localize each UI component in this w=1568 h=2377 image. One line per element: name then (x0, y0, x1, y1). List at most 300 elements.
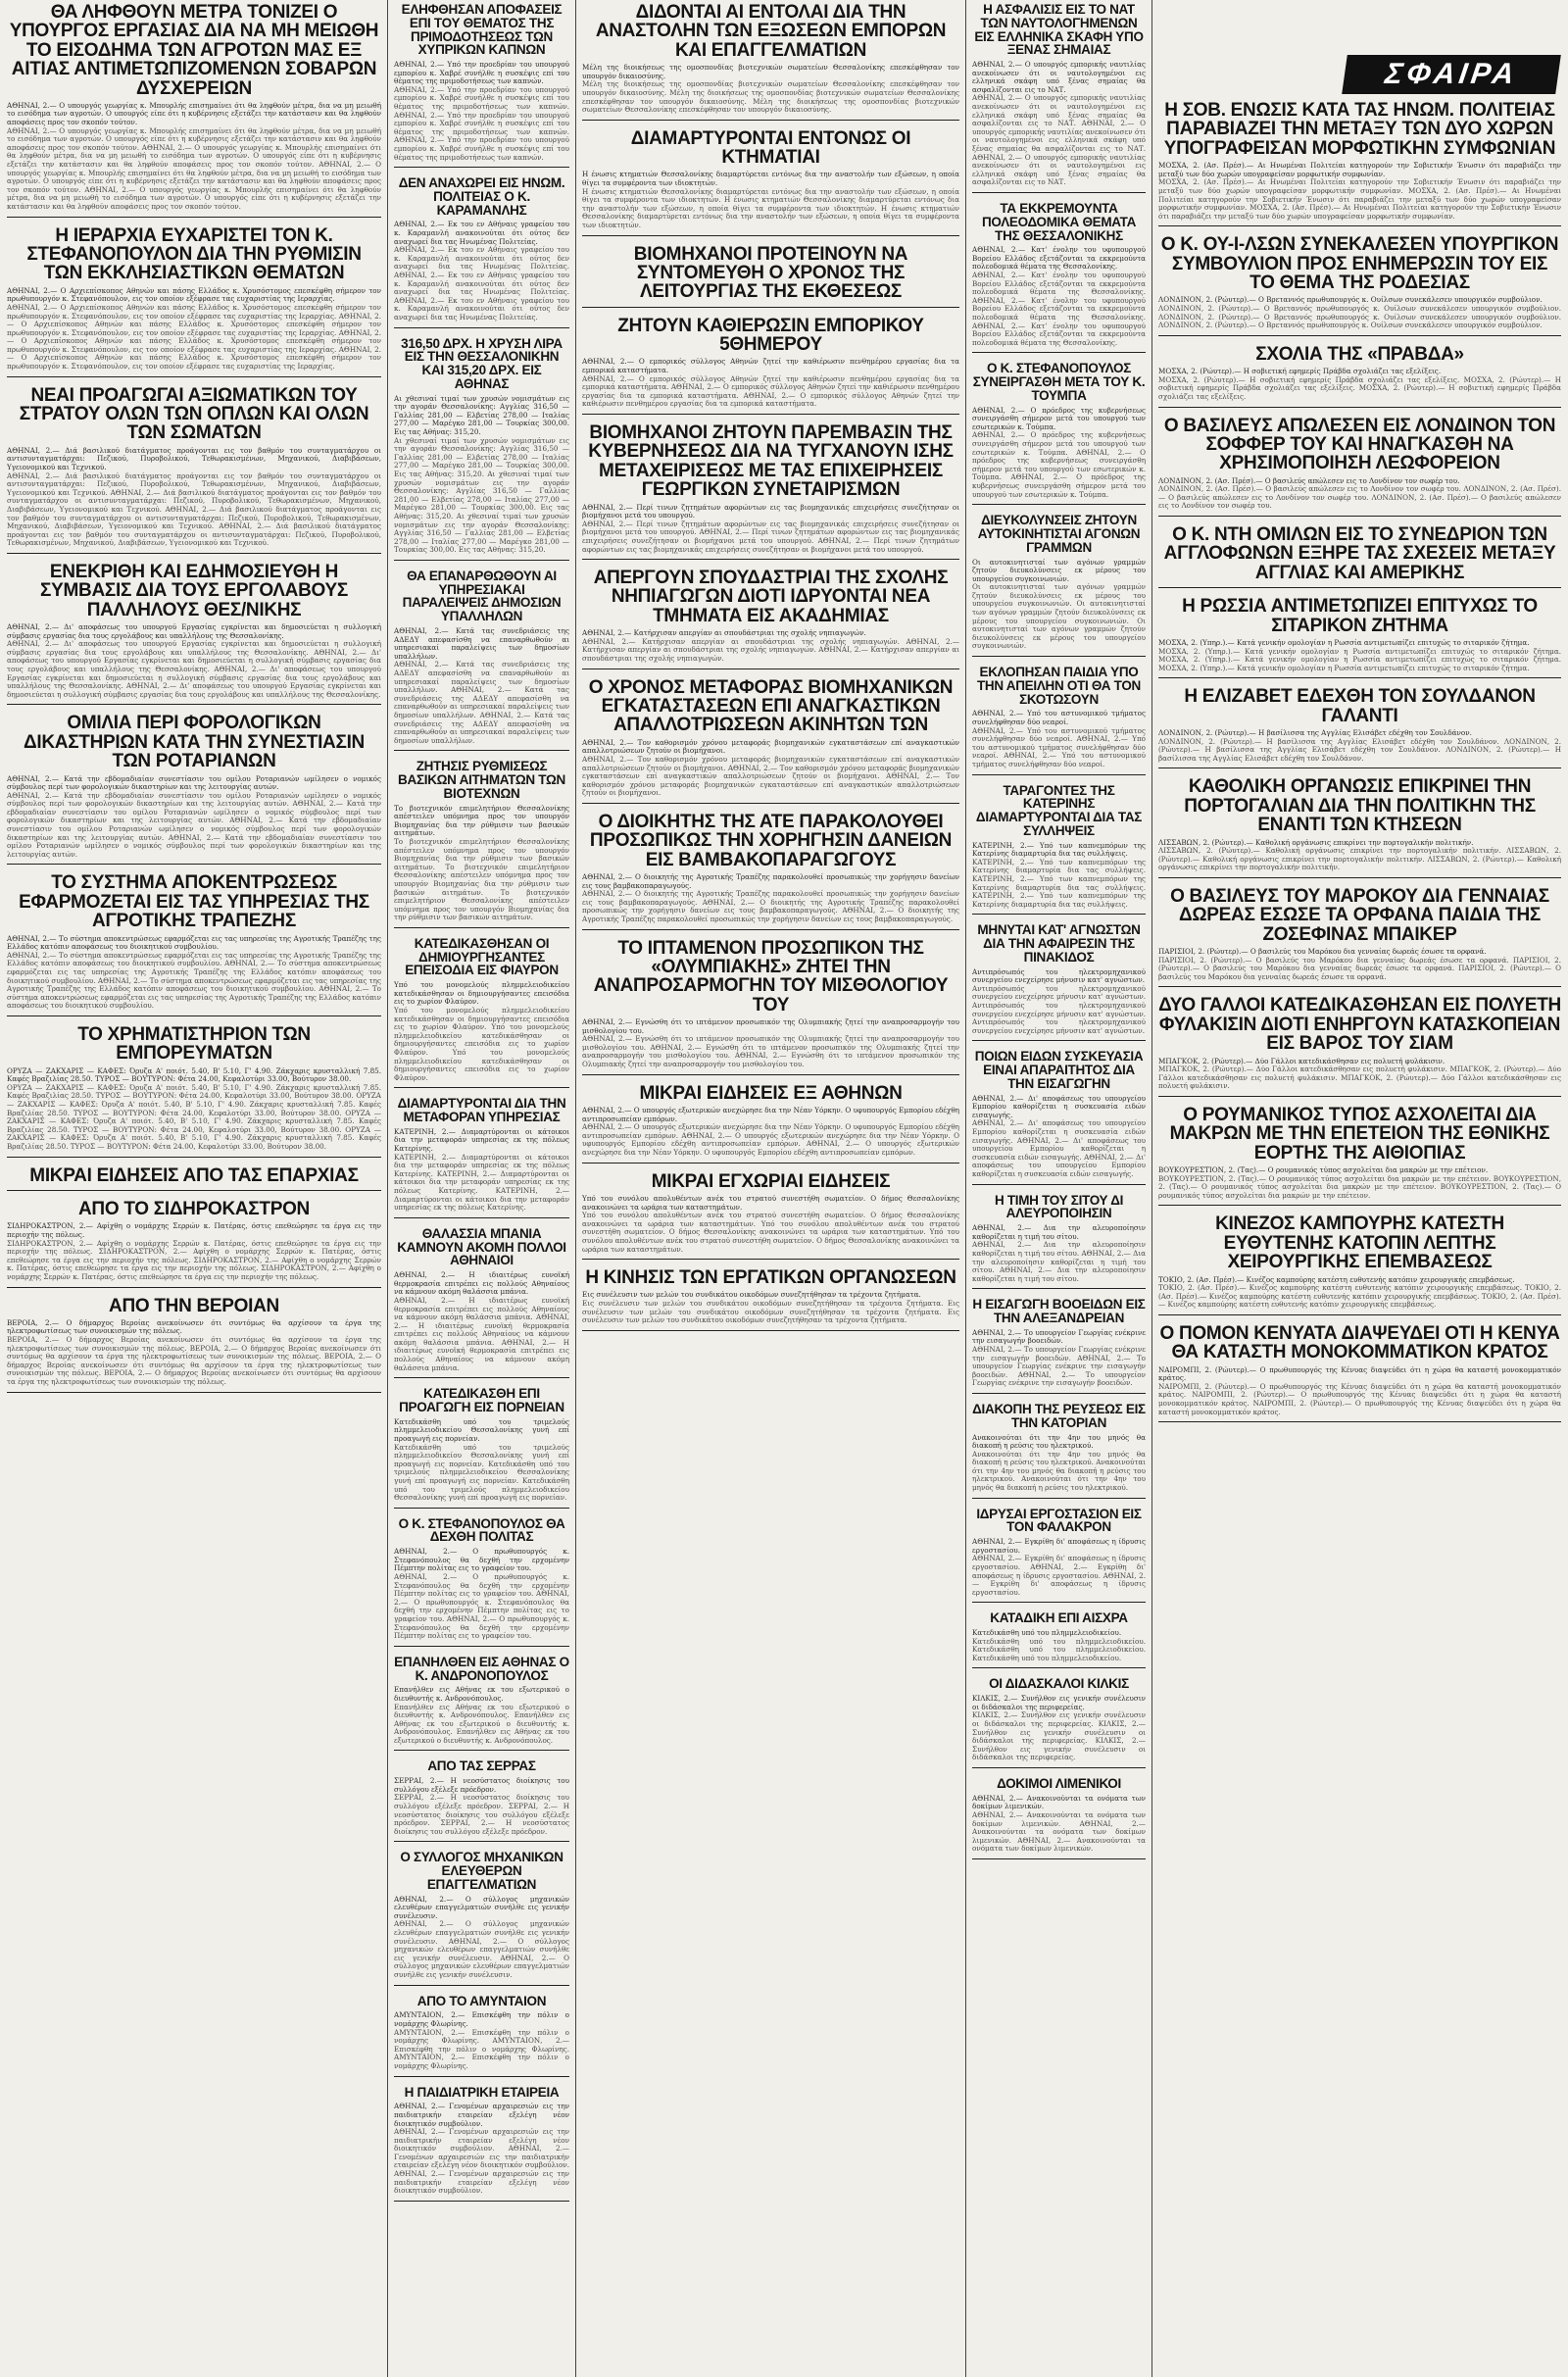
article-body: ΑΘΗΝΑΙ, 2.— Ο εμπορικός σύλλογος Αθηνών ζητεί την καθιέρωσιν πενθημέρου εργασίας δια τα εμπορικά καταστήματα. (582, 357, 959, 375)
article-headline: ΘΑΛΑΣΣΙΑ ΜΠΑΝΙΑ ΚΑΜΝΟΥΝ ΑΚΟΜΗ ΠΟΛΛΟΙ ΑΘΗΝΑΙΟΙ (397, 1225, 566, 1268)
article-headline: ΘΑ ΛΗΦΘΟΥΝ ΜΕΤΡΑ ΤΟΝΙΖΕΙ Ο ΥΠΟΥΡΓΟΣ ΕΡΓΑΣΙΑΣ ΔΙΑ ΝΑ ΜΗ ΜΕΙΩΘΗ ΤΟ ΕΙΣΟΔΗΜΑ ΤΩΝ ΑΓΡΟΤΩΝ ΜΑΣ ΕΞ ΑΙΤΙΑΣ ΑΝΤΙΜΕΤΩΠΙΖΟΜΕΝΩΝ ΣΟΒΑΡΩΝ ΔΥΣΧΕΡΕΙΩΝ (9, 2, 379, 99)
article-body: ΠΑΡΙΣΙΟΙ, 2. (Ρώυτερ).— Ο βασιλεύς του Μαρόκου δια γενναίας δωρεάς έσωσε τα ορφανά. (1158, 947, 1487, 957)
article-headline: ΜΗΝΥΤΑΙ ΚΑΤ' ΑΓΝΩΣΤΩΝ ΔΙΑ ΤΗΝ ΑΦΑΙΡΕΣΙΝ ΤΗΣ ΠΙΝΑΚΙΔΟΣ (977, 922, 1141, 965)
article-body: Υπό του συνόλου απολυθέντων ανέκ του στρατού συνεστήθη σωματείον. Ο δήμος Θεσσαλονίκης ανακοινώνει τα ωράρια των καταστημάτων. (582, 1193, 959, 1212)
article-headline: Η ΚΙΝΗΣΙΣ ΤΩΝ ΕΡΓΑΤΙΚΩΝ ΟΡΓΑΝΩΣΕΩΝ (585, 1267, 956, 1289)
article-body-continued: ΑΘΗΝΑΙ, 2.— Γενομένων αρχαιρεσιών εις την παιδιατρικήν εταιρείαν εξελέγη νέον διοικητικόν συμβούλιον. ΑΘΗΝΑΙ, 2.— Γενομένων αρχαιρεσιών εις την παιδιατρικήν εταιρείαν εξελέγη νέον διοικητικόν συμβούλιον. ΑΘΗΝΑΙ, 2.— Γενομένων αρχαιρεσιών εις την παιδιατρικήν εταιρείαν εξελέγη νέον διοικητικόν συμβούλιον. (394, 2127, 569, 2196)
article-body-continued: ΑΘΗΝΑΙ, 2.— Κατ' ένολην του υφυπουργού Βορείου Ελλάδος εξετάζονται τα εκκρεμούντα πολεοδομικά θέματα της Θεσσαλονίκης. ΑΘΗΝΑΙ, 2.— Κατ' ένολην του υφυπουργού Βορείου Ελλάδος εξετάζονται τα εκκρεμούντα πολεοδομικά θέματα της Θεσσαλονίκης. ΑΘΗΝΑΙ, 2.— Κατ' ένολην του υφυπουργού Βορείου Ελλάδος εξετάζονται τα εκκρεμούντα πολεοδομικά θέματα της Θεσσαλονίκης. (972, 271, 1146, 347)
article-body: ΟΡΥΖΑ — ΖΑΚΧΑΡΙΣ — ΚΑΦΕΣ: Όρυζα Α' ποιότ. 5.40, Β' 5.10, Γ' 4.90. Ζάκχαρις κρυσταλλική 7.85. Καφές Βραζιλίας 28.50. ΤΥΡΟΣ — ΒΟΥΤΥΡΟΝ: Φέτα 24.00, Κεφαλοτύρι 33.00, Βούτυρον 38.00. (7, 1065, 381, 1084)
article-body-continued: ΠΑΡΙΣΙΟΙ, 2. (Ρώυτερ).— Ο βασιλεύς του Μαρόκου δια γενναίας δωρεάς έσωσε τα ορφανά. ΠΑΡΙΣΙΟΙ, 2. (Ρώυτερ).— Ο βασιλεύς του Μαρόκου δια γενναίας δωρεάς έσωσε τα ορφανά. ΠΑΡΙΣΙΟΙ, 2. (Ρώυτερ).— Ο βασιλεύς του Μαρόκου δια γενναίας δωρεάς έσωσε τα ορφανά. (1158, 955, 1561, 981)
article-body: ΑΘΗΝΑΙ, 2.— Ο σύλλογος μηχανικών ελευθέρων επαγγελματιών συνήλθε εις γενικήν συνέλευσιν. (394, 1894, 569, 1920)
article-divider (7, 1015, 381, 1016)
article-divider (582, 1259, 959, 1260)
article-headline: Ο ΧΡΟΝΟΣ ΜΕΤΑΦΟΡΑΣ ΒΙΟΜΗΧΑΝΙΚΩΝ ΕΓΚΑΤΑΣΤΑΣΕΩΝ ΕΠΙ ΑΝΑΓΚΑΣΤΙΚΩΝ ΑΠΑΛΛΟΤΡΙΩΣΕΩΝ ΑΚΙΝΗΤΩΝ ΤΩΝ (588, 676, 954, 736)
article-divider (972, 1184, 1146, 1185)
article-divider (394, 750, 569, 751)
article-headline: ΚΑΘΟΛΙΚΗ ΟΡΓΑΝΩΣΙΣ ΕΠΙΚΡΙΝΕΙ ΤΗΝ ΠΟΡΤΟΓΑΛΙΑΝ ΔΙΑ ΤΗΝ ΠΟΛΙΤΙΚΗΝ ΤΗΣ ΕΝΑΝΤΙ ΤΩΝ ΚΤΗΣΕΩΝ (1184, 776, 1536, 836)
article-body: ΑΘΗΝΑΙ, 2.— Ο πρωθυπουργός κ. Στεφανόπουλος θα δεχθή την ερχομένην Πέμπτην πολίτας εις το γραφείον του. (394, 1547, 569, 1573)
article-body-continued: ΑΜΥΝΤΑΙΟΝ, 2.— Επισκέφθη την πόλιν ο νομάρχης Φλωρίνης. ΑΜΥΝΤΑΙΟΝ, 2.— Επισκέφθη την πόλιν ο νομάρχης Φλωρίνης. ΑΜΥΝΤΑΙΟΝ, 2.— Επισκέφθη την πόλιν ο νομάρχης Φλωρίνης. (394, 2027, 569, 2070)
article-body: ΑΘΗΝΑΙ, 2.— Εγνώσθη ότι το ιπτάμενον προσωπικόν της Ολυμπιακής ζητεί την αναπροσαρμογήν του μισθολογίου του. (582, 1017, 959, 1035)
article (394, 760, 569, 928)
article-body-continued: Υπό του μονομελούς πλημμελειοδικείου κατεδικάσθησαν οι δημιουργήσαντες επεισόδια εις το χωρίον Φλαύρον. Υπό του μονομελούς πλημμελειοδικείου κατεδικάσθησαν οι δημιουργήσαντες επεισόδια εις το χωρίον Φλαύρον. Υπό του μονομελούς πλημμελειοδικείου κατεδικάσθησαν οι δημιουργήσαντες επεισόδια εις το χωρίον Φλαύρον. (394, 1006, 569, 1082)
article-body: Αι χθεσιναί τιμαί των χρυσών νομισμάτων εις την αγοράν Θεσσαλονίκης: Αγγλίας 316,50 — Γαλλίας 281,00 — Ελβετίας 278,00 — Ιταλίας 277,00 — Μαρέγκο 281,00 — Τουρκίας 300,00. Εις τας Αθήνας: 315,20. (394, 393, 569, 437)
article-body-continued: ΑΘΗΝΑΙ, 2.— Υπό την προεδρίαν του υπουργού εμπορίου κ. Χαβρέ συνήλθε η συσκέψις επί του θέματος της πριμοδοτήσεως των καπνών. ΑΘΗΝΑΙ, 2.— Υπό την προεδρίαν του υπουργού εμπορίου κ. Χαβρέ συνήλθε η συσκέψις επί του θέματος της πριμοδοτήσεως των καπνών. ΑΘΗΝΑΙ, 2.— Υπό την προεδρίαν του υπουργού εμπορίου κ. Χαβρέ συνήλθε η συσκέψις επί του θέματος της πριμοδοτήσεως των καπνών. (394, 84, 569, 162)
article (582, 129, 959, 236)
article-divider (7, 553, 381, 554)
article-headline: Ο ΒΑΣΙΛΕΥΣ ΤΟΥ ΜΑΡΟΚΟΥ ΔΙΑ ΓΕΝΝΑΙΑΣ ΔΩΡΕΑΣ ΕΣΩΣΕ ΤΑ ΟΡΦΑΝΑ ΠΑΙΔΙΑ ΤΗΣ ΖΟΣΕΦΙΝΑΣ ΜΠΑΙΚΕΡ (1170, 885, 1549, 945)
article (1158, 777, 1561, 878)
article-body: ΑΘΗΝΑΙ, 2.— Υπό την προεδρίαν του υπουργού εμπορίου κ. Χαβρέ συνήλθε η συσκέψις επί του θέματος της πριμοδοτήσεως των καπνών. (394, 60, 569, 86)
article-body-continued: ΛΟΝΔΙΝΟΝ, 2. (Ρώυτερ).— Ο Βρεταννός πρωθυπουργός κ. Ουίλσων συνεκάλεσεν υπουργικόν συμβούλιον. ΛΟΝΔΙΝΟΝ, 2. (Ρώυτερ).— Ο Βρεταννός πρωθυπουργός κ. Ουίλσων συνεκάλεσεν υπουργικόν συμβούλιον. ΛΟΝΔΙΝΟΝ, 2. (Ρώυτερ).— Ο Βρεταννός πρωθυπουργός κ. Ουίλσων συνεκάλεσεν υπουργικόν συμβούλιον. (1158, 304, 1561, 330)
article-headline: Η ΙΕΡΑΡΧΙΑ ΕΥΧΑΡΙΣΤΕΙ ΤΟΝ Κ. ΣΤΕΦΑΝΟΠΟΥΛΟΝ ΔΙΑ ΤΗΝ ΡΥΘΜΙΣΙΝ ΤΩΝ ΕΚΚΛΗΣΙΑΣΤΙΚΩΝ ΘΕΜΑΤΩΝ (26, 224, 362, 284)
article-body-continued: Αντιπρόσωπός του ηλεκτρομηχανικού συνεργείου ενεχείρησε μήνυσιν κατ' αγνώστων. Αντιπρόσωπός του ηλεκτρομηχανικού συνεργείου ενεχείρησε μήνυσιν κατ' αγνώστων. Αντιπρόσωπός του ηλεκτρομηχανικού συνεργείου ενεχείρησε μήνυσιν κατ' αγνώστων. (972, 983, 1146, 1035)
article-divider (394, 1508, 569, 1509)
article-divider (582, 929, 959, 930)
article-body: ΑΘΗΝΑΙ, 2.— Διά βασιλικού διατάγματος προάγονται εις τον βαθμόν του συνταγματάρχου οι αντισυνταγματάρχαι: Πεζικού, Πυροβολικού, Τεθωρακισμένων, Μηχανικού, Διαβιβάσεων, Υγειονομικού και Τεχνικού. (7, 445, 381, 471)
article (1158, 597, 1561, 678)
article-body: Υπό του μονομελούς πλημμελειοδικείου κατεδικάσθησαν οι δημιουργήσαντες επεισόδια εις το χωρίον Φλαύρον. (394, 980, 569, 1007)
article-headline: Η ΤΙΜΗ ΤΟΥ ΣΙΤΟΥ ΔΙ ΑΛΕΥΡΟΠΟΙΗΣΙΝ (994, 1192, 1124, 1221)
article-headline: ΑΠΟ ΤΗΝ ΒΕΡΟΙΑΝ (109, 1295, 279, 1316)
article-body-continued: ΑΘΗΝΑΙ, 2.— Ο υπουργός εμπορικής ναυτιλίας ανεκοίνωσεν ότι οι ναυτολογημένοι εις ελληνικά σκάφη υπό ξένας σημαίας θα ασφαλίζονται εις το ΝΑΤ. ΑΘΗΝΑΙ, 2.— Ο υπουργός εμπορικής ναυτιλίας ανεκοίνωσεν ότι οι ναυτολογημένοι εις ελληνικά σκάφη υπό ξένας σημαίας θα ασφαλίζονται εις το ΝΑΤ. ΑΘΗΝΑΙ, 2.— Ο υπουργός εμπορικής ναυτιλίας ανεκοίνωσεν ότι οι ναυτολογημένοι εις ελληνικά σκάφη υπό ξένας σημαίας θα ασφαλίζονται εις το ΝΑΤ. (972, 93, 1146, 187)
article-body-continued: Η ένωσις κτηματιών Θεσσαλονίκης διαμαρτύρεται εντόνως δια την αναστολήν των εξώσεων, η οποία θίγει τα συμφέροντα των ιδιοκτητών. Η ένωσις κτηματιών Θεσσαλονίκης διαμαρτύρεται εντόνως δια την αναστολήν των εξώσεων, η οποία θίγει τα συμφέροντα των ιδιοκτητών. Η ένωσις κτηματιών Θεσσαλονίκης διαμαρτύρεται εντόνως δια την αναστολήν των εξώσεων, η οποία θίγει τα συμφέροντα των ιδιοκτητών. (582, 186, 959, 229)
article-body-continued: ΤΟΚΙΟ, 2. (Ασ. Πρέσ).— Κινέζος καμπούρης κατέστη ευθυτενής κατόπιν χειρουργικής επεμβάσεως. ΤΟΚΙΟ, 2. (Ασ. Πρέσ).— Κινέζος καμπούρης κατέστη ευθυτενής κατόπιν χειρουργικής επεμβάσεως. ΤΟΚΙΟ, 2. (Ασ. Πρέσ).— Κινέζος καμπούρης κατέστη ευθυτενής κατόπιν χειρουργικής επεμβάσεως. (1158, 1283, 1561, 1310)
article (7, 1166, 381, 1191)
article-body: ΑΘΗΝΑΙ, 2.— Ο διοικητής της Αγροτικής Τραπέζης παρακολουθεί προσωπικώς την χορήγησιν δανείων εις τους βαμβακοπαραγωγούς. (582, 872, 959, 890)
article-headline: ΟΜΙΛΙΑ ΠΕΡΙ ΦΟΡΟΛΟΓΙΚΩΝ ΔΙΚΑΣΤΗΡΙΩΝ ΚΑΤΑ ΤΗΝ ΣΥΝΕΣΤΙΑΣΙΝ ΤΩΝ ΡΟΤΑΡΙΑΝΩΝ (24, 713, 365, 772)
article-body-continued: ΜΠΑΓΚΟΚ, 2. (Ρώυτερ).— Δύο Γάλλοι κατεδικάσθησαν εις πολυετή φυλάκισιν. ΜΠΑΓΚΟΚ, 2. (Ρώυτερ).— Δύο Γάλλοι κατεδικάσθησαν εις πολυετή φυλάκισιν. ΜΠΑΓΚΟΚ, 2. (Ρώυτερ).— Δύο Γάλλοι κατεδικάσθησαν εις πολυετή φυλάκισιν. (1158, 1065, 1561, 1091)
article-body: ΑΘΗΝΑΙ, 2.— Εκ του εν Αθήναις γραφείου του κ. Καραμανλή ανακοινούται ότι ούτος δεν αναχωρεί δια τας Ηνωμένας Πολιτείας. (394, 220, 569, 246)
article-body: ΚΙΛΚΙΣ, 2.— Συνήλθον εις γενικήν συνέλευσιν οι διδάσκαλοι της περιφερείας. (972, 1694, 1146, 1711)
article-body-continued: ΜΟΣΧΑ, 2. (Υπηρ.).— Κατά γενικήν ομολογίαν η Ρωσσία αντιμετωπίζει επιτυχώς το σιταρικόν ζήτημα. ΜΟΣΧΑ, 2. (Υπηρ.).— Κατά γενικήν ομολογίαν η Ρωσσία αντιμετωπίζει επιτυχώς το σιταρικόν ζήτημα. ΜΟΣΧΑ, 2. (Υπηρ.).— Κατά γενικήν ομολογίαν η Ρωσσία αντιμετωπίζει επιτυχώς το σιταρικόν ζήτημα. (1158, 646, 1561, 672)
article (972, 362, 1146, 505)
article-headline: ΘΑ ΕΠΑΝΑΡΘΩΘΟΥΝ ΑΙ ΥΠΗΡΕΣΙΑΚΑΙ ΠΑΡΑΛΕΙΨΕΙΣ ΔΗΜΟΣΙΩΝ ΥΠΑΛΛΗΛΩΝ (402, 568, 562, 624)
article-body-continued: ΣΕΡΡΑΙ, 2.— Η νεοσύστατος διοίκησις του συλλόγου εξέλεξε πρόεδρον. ΣΕΡΡΑΙ, 2.— Η νεοσύστατος διοίκησις του συλλόγου εξέλεξε πρόεδρον. ΣΕΡΡΑΙ, 2.— Η νεοσύστατος διοίκησις του συλλόγου εξέλεξε πρόεδρον. (394, 1793, 569, 1836)
article-body-continued: ΑΘΗΝΑΙ, 2.— Κατά τας συνεδριάσεις της ΑΔΕΔΥ απεφασίσθη να επαναρθωθούν αι υπηρεσιακαί παραλείψεις των δημοσίων υπαλλήλων. ΑΘΗΝΑΙ, 2.— Κατά τας συνεδριάσεις της ΑΔΕΔΥ απεφασίσθη να επαναρθωθούν αι υπηρεσιακαί παραλείψεις των δημοσίων υπαλλήλων. ΑΘΗΝΑΙ, 2.— Κατά τας συνεδριάσεις της ΑΔΕΔΥ απεφασίσθη να επαναρθωθούν αι υπηρεσιακαί παραλείψεις των δημοσίων υπαλλήλων. (394, 660, 569, 745)
article-divider (394, 1377, 569, 1378)
article-divider (582, 235, 959, 236)
article-divider (1158, 335, 1561, 336)
article-body: Κατεδικάσθη υπό του πλημμελειοδικείου. (972, 1628, 1122, 1638)
article-body-continued: ΑΘΗΝΑΙ, 2.— Ο Αρχιεπίσκοπος Αθηνών και πάσης Ελλάδος κ. Χρυσόστομος επεσκέφθη σήμερον τον πρωθυπουργόν κ. Στεφανόπουλον, εις τον οποίον εξέφρασε τας ευχαριστίας της Ιεραρχίας. ΑΘΗΝΑΙ, 2.— Ο Αρχιεπίσκοπος Αθηνών και πάσης Ελλάδος κ. Χρυσόστομος επεσκέφθη σήμερον τον πρωθυπουργόν κ. Στεφανόπουλον, εις τον οποίον εξέφρασε τας ευχαριστίας της Ιεραρχίας. ΑΘΗΝΑΙ, 2.— Ο Αρχιεπίσκοπος Αθηνών και πάσης Ελλάδος κ. Χρυσόστομος επεσκέφθη σήμερον τον πρωθυπουργόν κ. Στεφανόπουλον, εις τον οποίον εξέφρασε τας ευχαριστίας της Ιεραρχίας. ΑΘΗΝΑΙ, 2.— Ο Αρχιεπίσκοπος Αθηνών και πάσης Ελλάδος κ. Χρυσόστομος επεσκέφθη σήμερον τον πρωθυπουργόν κ. Στεφανόπουλον, εις τον οποίον εξέφρασε τας ευχαριστίας της Ιεραρχίας. (7, 302, 381, 371)
article-headline: ΔΟΚΙΜΟΙ ΛΙΜΕΝΙΚΟΙ (997, 1776, 1121, 1791)
article (7, 873, 381, 1015)
article-body: ΑΘΗΝΑΙ, 2.— Ο πρόεδρος της κυβερνήσεως συνειργάσθη σήμερον μετά του υπουργού των εσωτερικών κ. Τούμπα. (972, 405, 1146, 431)
article (7, 563, 381, 705)
article-body: Ανακοινούται ότι την 4ην του μηνός θα διακοπή η ρεύσις του ηλεκτρικού. (972, 1432, 1146, 1451)
article-body-continued: ΑΘΗΝΑΙ, 2.— Διά βασιλικού διατάγματος προάγονται εις τον βαθμόν του συνταγματάρχου οι αντισυνταγματάρχαι: Πεζικού, Πυροβολικού, Τεθωρακισμένων, Μηχανικού, Διαβιβάσεων, Υγειονομικού και Τεχνικού. ΑΘΗΝΑΙ, 2.— Διά βασιλικού διατάγματος προάγονται εις τον βαθμόν του συνταγματάρχου οι αντισυνταγματάρχαι: Πεζικού, Πυροβολικού, Τεθωρακισμένων, Μηχανικού, Διαβιβάσεων, Υγειονομικού και Τεχνικού. ΑΘΗΝΑΙ, 2.— Διά βασιλικού διατάγματος προάγονται εις τον βαθμόν του συνταγματάρχου οι αντισυνταγματάρχαι: Πεζικού, Πυροβολικού, Τεθωρακισμένων, Μηχανικού, Διαβιβάσεων, Υγειονομικού και Τεχνικού. ΑΘΗΝΑΙ, 2.— Διά βασιλικού διατάγματος προάγονται εις τον βαθμόν του συνταγματάρχου οι αντισυνταγματάρχαι: Πεζικού, Πυροβολικού, Τεθωρακισμένων, Μηχανικού, Διαβιβάσεων, Υγειονομικού και Τεχνικού. (7, 470, 381, 548)
article (394, 2086, 569, 2202)
article-divider (394, 1985, 569, 1986)
article (394, 1759, 569, 1842)
article-body: Επανήλθεν εις Αθήνας εκ του εξωτερικού ο διευθυντής κ. Ανδρονόπουλος. (394, 1685, 569, 1703)
article-body-continued: ΜΟΣΧΑ, 2. (Ασ. Πρέσ).— Αι Ηνωμέναι Πολιτείαι κατηγορούν την Σοβιετικήν Ένωσιν ότι παραβιάζει την μεταξύ των δύο χωρών υπογραφείσαν μορφωτικήν συμφωνίαν. ΜΟΣΧΑ, 2. (Ασ. Πρέσ).— Αι Ηνωμέναι Πολιτείαι κατηγορούν την Σοβιετικήν Ένωσιν ότι παραβιάζει την μεταξύ των δύο χωρών υπογραφείσαν μορφωτικήν συμφωνίαν. ΜΟΣΧΑ, 2. (Ασ. Πρέσ).— Αι Ηνωμέναι Πολιτείαι κατηγορούν την Σοβιετικήν Ένωσιν ότι παραβιάζει την μεταξύ των δύο χωρών υπογραφείσαν μορφωτικήν συμφωνίαν. (1158, 177, 1561, 221)
article-headline: ΙΔΡΥΣΑΙ ΕΡΓΟΣΤΑΣΙΟΝ ΕΙΣ ΤΟΝ ΦΑΛΑΚΡΟΝ (976, 1506, 1142, 1535)
article-divider (394, 1750, 569, 1751)
article-divider (582, 307, 959, 308)
article-headline: ΚΑΤΑΔΙΚΗ ΕΠΙ ΑΙΣΧΡΑ (990, 1610, 1128, 1626)
article (582, 317, 959, 415)
article-body-continued: ΑΘΗΝΑΙ, 2.— Τον καθορισμόν χρόνου μεταφοράς βιομηχανικών εγκαταστάσεων επί αναγκαστικών απαλλοτριώσεων ζητούν οι βιομήχανοι. ΑΘΗΝΑΙ, 2.— Τον καθορισμόν χρόνου μεταφοράς βιομηχανικών εγκαταστάσεων επί αναγκαστικών απαλλοτριώσεων ζητούν οι βιομήχανοι. ΑΘΗΝΑΙ, 2.— Τον καθορισμόν χρόνου μεταφοράς βιομηχανικών εγκαταστάσεων επί αναγκαστικών απαλλοτριώσεων ζητούν οι βιομήχανοι. (582, 754, 959, 798)
article-headline: ΤΟ ΧΡΗΜΑΤΙΣΤΗΡΙΟΝ ΤΩΝ ΕΜΠΟΡΕΥΜΑΤΩΝ (77, 1023, 311, 1065)
article-divider (972, 1498, 1146, 1499)
article-body-continued: ΑΘΗΝΑΙ, 2.— Η ιδιαιτέρως ευνοϊκή θερμοκρασία επιτρέπει εις πολλούς Αθηναίους να κάμνουν ακόμη θαλάσσια μπάνια. ΑΘΗΝΑΙ, 2.— Η ιδιαιτέρως ευνοϊκή θερμοκρασία επιτρέπει εις πολλούς Αθηναίους να κάμνουν ακόμη θαλάσσια μπάνια. ΑΘΗΝΑΙ, 2.— Η ιδιαιτέρως ευνοϊκή θερμοκρασία επιτρέπει εις πολλούς Αθηναίους να κάμνουν ακόμη θαλάσσια μπάνια. (394, 1295, 569, 1372)
article-body: ΑΘΗΝΑΙ, 2.— Κατ' ένολην του υφυπουργού Βορείου Ελλάδος εξετάζονται τα εκκρεμούντα πολεοδομικά θέματα της Θεσσαλονίκης. (972, 245, 1146, 272)
article-headline: Ο Κ. ΟΥ-Ι-ΛΣΩΝ ΣΥΝΕΚΑΛΕΣΕΝ ΥΠΟΥΡΓΙΚΟΝ ΣΥΜΒΟΥΛΙΟΝ ΠΡΟΣ ΕΝΗΜΕΡΩΣΙΝ ΤΟΥ ΕΙΣ ΤΟ ΘΕΜΑ ΤΗΣ ΡΟΔΕΣΙΑΣ (1160, 234, 1559, 294)
article (1158, 417, 1561, 518)
article-body: Μέλη της διοικήσεως της ομοσπονδίας βιοτεχνικών σωματείων Θεσσαλονίκης επεσκέφθησαν τον υπουργόν δικαιοσύνης. (582, 63, 959, 80)
article-headline: Η ΡΩΣΣΙΑ ΑΝΤΙΜΕΤΩΠΙΖΕΙ ΕΠΙΤΥΧΩΣ ΤΟ ΣΙΤΑΡΙΚΟΝ ΖΗΤΗΜΑ (1182, 596, 1538, 636)
article-body: ΑΘΗΝΑΙ, 2.— Κατά την εβδομαδιαίαν συνεστίασιν του ομίλου Ροταριανών ωμίλησεν ο νομικός σύμβουλος περί των φορολογικών δικαστηρίων και της λειτουργίας αυτών. (7, 773, 381, 792)
article (972, 1403, 1146, 1499)
article-headline: Ο ΡΟΥΜΑΝΙΚΟΣ ΤΥΠΟΣ ΑΣΧΟΛΕΙΤΑΙ ΔΙΑ ΜΑΚΡΩΝ ΜΕ ΤΗΝ ΕΠΕΤΕΙΟΝ ΤΗΣ ΕΘΝΙΚΗΣ ΕΟΡΤΗΣ ΤΗΣ ΑΙΘΙΟΠΙΑΣ (1169, 1104, 1550, 1164)
article-body-continued: ΑΘΗΝΑΙ, 2.— Ο υπουργός γεωργίας κ. Μπουρλής επισημαίνει ότι θα ληφθούν μέτρα, δια να μη μειωθή το εισόδημα των αγροτών. Ο υπουργός είπε ότι η κυβέρνησις εξετάζει την κατάστασιν και θα ληφθούν αποφάσεις προς τον σκοπόν τούτον. ΑΘΗΝΑΙ, 2.— Ο υπουργός γεωργίας κ. Μπουρλής επισημαίνει ότι θα ληφθούν μέτρα, δια να μη μειωθή το εισόδημα των αγροτών. Ο υπουργός είπε ότι η κυβέρνησις εξετάζει την κατάστασιν και θα ληφθούν αποφάσεις προς τον σκοπόν τούτον. ΑΘΗΝΑΙ, 2.— Ο υπουργός γεωργίας κ. Μπουρλής επισημαίνει ότι θα ληφθούν μέτρα, δια να μη μειωθή το εισόδημα των αγροτών. Ο υπουργός είπε ότι η κυβέρνησις εξετάζει την κατάστασιν και θα ληφθούν αποφάσεις προς τον σκοπόν τούτον. ΑΘΗΝΑΙ, 2.— Ο υπουργός γεωργίας κ. Μπουρλής επισημαίνει ότι θα ληφθούν μέτρα, δια να μη μειωθή το εισόδημα των αγροτών. Ο υπουργός είπε ότι η κυβέρνησις εξετάζει την κατάστασιν και θα ληφθούν αποφάσεις προς τον σκοπόν τούτον. (7, 125, 381, 211)
article (972, 666, 1146, 774)
article-body: ΛΟΝΔΙΝΟΝ, 2. (Ρώυτερ).— Ο Βρεταννός πρωθυπουργός κ. Ουίλσων συνεκάλεσεν υπουργικόν συμβούλιον. (1158, 295, 1543, 305)
article (972, 1050, 1146, 1184)
article-divider (1158, 677, 1561, 678)
article-body-continued: ΑΘΗΝΑΙ, 2.— Ο πρόεδρος της κυβερνήσεως συνειργάσθη σήμερον μετά του υπουργού των εσωτερικών κ. Τούμπα. ΑΘΗΝΑΙ, 2.— Ο πρόεδρος της κυβερνήσεως συνειργάσθη σήμερον μετά του υπουργού των εσωτερικών κ. Τούμπα. ΑΘΗΝΑΙ, 2.— Ο πρόεδρος της κυβερνήσεως συνειργάσθη σήμερον μετά του υπουργού των εσωτερικών κ. Τούμπα. (972, 430, 1146, 499)
article-body: ΑΘΗΝΑΙ, 2.— Τον καθορισμόν χρόνου μεταφοράς βιομηχανικών εγκαταστάσεων επί αναγκαστικών απαλλοτριώσεων ζητούν οι βιομήχανοι. (582, 737, 959, 756)
article-body: Κατεδικάσθη υπό του τριμελούς πλημμελειοδικείου Θεσσαλονίκης γυνή επί προαγωγή εις πορνείαν. (394, 1416, 569, 1443)
article-divider (394, 560, 569, 561)
article-headline: ΕΚΛΟΠΗΣΑΝ ΠΑΙΔΙΑ ΥΠΟ ΤΗΝ ΑΠΕΙΛΗΝ ΟΤΙ ΘΑ ΤΟΝ ΣΚΟΤΩΣΟΥΝ (976, 665, 1142, 707)
article-divider (582, 803, 959, 804)
article-body: ΑΘΗΝΑΙ, 2.— Ο υπουργός γεωργίας κ. Μπουρλής επισημαίνει ότι θα ληφθούν μέτρα, δια να μη μειωθή το εισόδημα των αγροτών. Ο υπουργός είπε ότι η κυβέρνησις εξετάζει την κατάστασιν και θα ληφθούν αποφάσεις προς τον σκοπόν τούτον. (7, 100, 381, 127)
article-body: ΑΘΗΝΑΙ, 2.— Ο Αρχιεπίσκοπος Αθηνών και πάσης Ελλάδος κ. Χρυσόστομος επεσκέφθη σήμερον τον πρωθυπουργόν κ. Στεφανόπουλον, εις τον οποίον εξέφρασε τας ευχαριστίας της Ιεραρχίας. (7, 285, 381, 304)
article-body: ΑΘΗΝΑΙ, 2.— Εγκρίθη δι' αποφάσεως η ίδρυσις εργοστασίου. (972, 1537, 1146, 1555)
article-divider (1158, 877, 1561, 878)
article-body: ΑΘΗΝΑΙ, 2.— Η ιδιαιτέρως ευνοϊκή θερμοκρασία επιτρέπει εις πολλούς Αθηναίους να κάμνουν ακόμη θαλάσσια μπάνια. (394, 1270, 569, 1297)
masthead-logo: ΣΦΑΙΡΑ (1342, 55, 1561, 94)
article-divider (972, 1288, 1146, 1289)
column-4 (967, 0, 1151, 2377)
article (394, 1227, 569, 1378)
article-headline: ΔΙΑΜΑΡΤΥΡΟΝΤΑΙ ΕΝΤΟΝΩΣ ΟΙ ΚΤΗΜΑΤΙΑΙ (630, 127, 911, 169)
article-body-continued: Οι αυτοκινητισταί των αγόνων γραμμών ζητούν διευκολύνσεις εκ μέρους του υπουργείου συγκοινωνιών. Οι αυτοκινητισταί των αγόνων γραμμών ζητούν διευκολύνσεις εκ μέρους του υπουργείου συγκοινωνιών. Οι αυτοκινητισταί των αγόνων γραμμών ζητούν διευκολύνσεις εκ μέρους του υπουργείου συγκοινωνιών. (972, 582, 1146, 651)
article (582, 569, 959, 669)
article-body-continued: ΑΘΗΝΑΙ, 2.— Ο διοικητής της Αγροτικής Τραπέζης παρακολουθεί προσωπικώς την χορήγησιν δανείων εις τους βαμβακοπαραγωγούς. ΑΘΗΝΑΙ, 2.— Ο διοικητής της Αγροτικής Τραπέζης παρακολουθεί προσωπικώς την χορήγησιν δανείων εις τους βαμβακοπαραγωγούς. ΑΘΗΝΑΙ, 2.— Ο διοικητής της Αγροτικής Τραπέζης παρακολουθεί προσωπικώς την χορήγησιν δανείων εις τους βαμβακοπαραγωγούς. (582, 889, 959, 923)
article-divider (1158, 1096, 1561, 1097)
article (1158, 1106, 1561, 1207)
article (7, 3, 381, 218)
article-body: ΑΘΗΝΑΙ, 2.— Δι' αποφάσεως του υπουργού Εργασίας εγκρίνεται και δημοσιεύεται η συλλογική σύμβασις εργασίας δια τους εργολάβους και υπαλλήλους της Θεσσαλονίκης. (7, 622, 381, 640)
article-headline: ΚΙΝΕΖΟΣ ΚΑΜΠΟΥΡΗΣ ΚΑΤΕΣΤΗ ΕΥΘΥΤΕΝΗΣ ΚΑΤΟΠΙΝ ΛΕΠΤΗΣ ΧΕΙΡΟΥΡΓΙΚΗΣ ΕΠΕΜΒΑΣΕΩΣ (1215, 1213, 1504, 1273)
article-headline: ΤΑ ΕΚΚΡΕΜΟΥΝΤΑ ΠΟΛΕΟΔΟΜΙΚΑ ΘΕΜΑΤΑ ΤΗΣ ΘΕΣΣΑΛΟΝΙΚΗΣ (981, 200, 1137, 243)
article-headline: ΖΗΤΗΣΙΣ ΡΥΘΜΙΣΕΩΣ ΒΑΣΙΚΩΝ ΑΙΤΗΜΑΤΩΝ ΤΩΝ ΒΙΟΤΕΧΝΩΝ (398, 759, 565, 801)
article-body: ΑΘΗΝΑΙ, 2.— Το σύστημα αποκεντρώσεως εφαρμόζεται εις τας υπηρεσίας της Αγροτικής Τραπέζης της Ελλάδος κατόπιν αποφάσεως του διοικητικού συμβουλίου. (7, 933, 381, 952)
article-divider (394, 2201, 569, 2202)
article-body-continued: ΛΟΝΔΙΝΟΝ, 2. (Ρώυτερ).— Η βασίλισσα της Αγγλίας Ελισάβετ εδέχθη τον Σουλδάνον. ΛΟΝΔΙΝΟΝ, 2. (Ρώυτερ).— Η βασίλισσα της Αγγλίας Ελισάβετ εδέχθη τον Σουλδάνον. ΛΟΝΔΙΝΟΝ, 2. (Ρώυτερ).— Η βασίλισσα της Αγγλίας Ελισάβετ εδέχθη τον Σουλδάνον. (1158, 736, 1561, 763)
article-headline: Η ΑΣΦΑΛΙΣΙΣ ΕΙΣ ΤΟ ΝΑΤ ΤΩΝ ΝΑΥΤΟΛΟΓΗΜΕΝΩΝ ΕΙΣ ΕΛΛΗΝΙΚΑ ΣΚΑΦΗ ΥΠΟ ΞΕΝΑΣ ΣΗΜΑΙΑΣ (974, 2, 1144, 58)
article-body: ΑΘΗΝΑΙ, 2.— Υπό του αστυνομικού τμήματος συνελήφθησαν δύο νεαροί. (972, 709, 1146, 726)
article-body-continued: ΒΕΡΟΙΑ, 2.— Ο δήμαρχος Βεροίας ανεκοίνωσεν ότι συντόμως θα αρχίσουν τα έργα της ηλεκτροφωτίσεως των συνοικισμών της πόλεως. ΒΕΡΟΙΑ, 2.— Ο δήμαρχος Βεροίας ανεκοίνωσεν ότι συντόμως θα αρχίσουν τα έργα της ηλεκτροφωτίσεως των συνοικισμών της πόλεως. ΒΕΡΟΙΑ, 2.— Ο δήμαρχος Βεροίας ανεκοίνωσεν ότι συντόμως θα αρχίσουν τα έργα της ηλεκτροφωτίσεως των συνοικισμών της πόλεως. ΒΕΡΟΙΑ, 2.— Ο δήμαρχος Βεροίας ανεκοίνωσεν ότι συντόμως θα αρχίσουν τα έργα της ηλεκτροφωτίσεως των συνοικισμών της πόλεως. (7, 1335, 381, 1387)
article-divider (7, 864, 381, 865)
article-body-continued: ΑΘΗΝΑΙ, 2.— Δι' αποφάσεως του υπουργού Εργασίας εγκρίνεται και δημοσιεύεται η συλλογική σύμβασις εργασίας δια τους εργολάβους και υπαλλήλους της Θεσσαλονίκης. ΑΘΗΝΑΙ, 2.— Δι' αποφάσεως του υπουργού Εργασίας εγκρίνεται και δημοσιεύεται η συλλογική σύμβασις εργασίας δια τους εργολάβους και υπαλλήλους της Θεσσαλονίκης. ΑΘΗΝΑΙ, 2.— Δι' αποφάσεως του υπουργού Εργασίας εγκρίνεται και δημοσιεύεται η συλλογική σύμβασις εργασίας δια τους εργολάβους και υπαλλήλους της Θεσσαλονίκης. ΑΘΗΝΑΙ, 2.— Δι' αποφάσεως του υπουργού Εργασίας εγκρίνεται και δημοσιεύεται η συλλογική σύμβασις εργασίας δια τους εργολάβους και υπαλλήλους της Θεσσαλονίκης. (7, 639, 381, 699)
article-body-continued: ΛΟΝΔΙΝΟΝ, 2. (Ασ. Πρέσ).— Ο βασιλεύς απώλεσεν εις το Λονδίνον τον σωφέρ του. ΛΟΝΔΙΝΟΝ, 2. (Ασ. Πρέσ).— Ο βασιλεύς απώλεσεν εις το Λονδίνον τον σωφέρ του. ΛΟΝΔΙΝΟΝ, 2. (Ασ. Πρέσ).— Ο βασιλεύς απώλεσεν εις το Λονδίνον τον σωφέρ του. (1158, 484, 1561, 511)
article (394, 937, 569, 1088)
article (972, 784, 1146, 916)
article-divider (394, 2076, 569, 2077)
article-divider (1158, 516, 1561, 517)
article-body-continued: Κατεδικάσθη υπό του πλημμελειοδικείου. Κατεδικάσθη υπό του πλημμελειοδικείου. Κατεδικάσθη υπό του πλημμελειοδικείου. (972, 1636, 1146, 1662)
article-divider (582, 414, 959, 415)
article-body-continued: ΑΘΗΝΑΙ, 2.— Ο εμπορικός σύλλογος Αθηνών ζητεί την καθιέρωσιν πενθημέρου εργασίας δια τα εμπορικά καταστήματα. ΑΘΗΝΑΙ, 2.— Ο εμπορικός σύλλογος Αθηνών ζητεί την καθιέρωσιν πενθημέρου εργασίας δια τα εμπορικά καταστήματα. ΑΘΗΝΑΙ, 2.— Ο εμπορικός σύλλογος Αθηνών ζητεί την καθιέρωσιν πενθημέρου εργασίας δια τα εμπορικά καταστήματα. (582, 373, 959, 409)
article (582, 678, 959, 804)
article (972, 1677, 1146, 1768)
article-headline: ΔΙΑΜΑΡΤΥΡΟΝΤΑΙ ΔΙΑ ΤΗΝ ΜΕΤΑΦΟΡΑΝ ΥΠΗΡΕΣΙΑΣ (397, 1096, 566, 1125)
article-headline: ΟΙ ΔΙΔΑΣΚΑΛΟΙ ΚΙΛΚΙΣ (989, 1676, 1129, 1692)
article-divider (1158, 1314, 1561, 1315)
article-divider (394, 327, 569, 328)
article-body-continued: ΑΘΗΝΑΙ, 2.— Ο υπουργός εξωτερικών ανεχώρησε δια την Νέαν Υόρκην. Ο υφυπουργός Εμπορίου εδέχθη αντιπροσωπείαν εμπόρων. ΑΘΗΝΑΙ, 2.— Ο υπουργός εξωτερικών ανεχώρησε δια την Νέαν Υόρκην. Ο υφυπουργός Εμπορίου εδέχθη αντιπροσωπείαν εμπόρων. ΑΘΗΝΑΙ, 2.— Ο υπουργός εξωτερικών ανεχώρησε δια την Νέαν Υόρκην. Ο υφυπουργός Εμπορίου εδέχθη αντιπροσωπείαν εμπόρων. (582, 1122, 959, 1157)
article (394, 1387, 569, 1508)
article-headline: ΕΠΑΝΗΛΘΕΝ ΕΙΣ ΑΘΗΝΑΣ Ο Κ. ΑΝΔΡΟΝΟΠΟΥΛΟΣ (394, 1654, 569, 1683)
article-headline: Η ΕΙΣΑΓΩΓΗ ΒΟΟΕΙΔΩΝ ΕΙΣ ΤΗΝ ΑΛΕΞΑΝΔΡΕΙΑΝ (972, 1297, 1146, 1326)
article-body: ΣΕΡΡΑΙ, 2.— Η νεοσύστατος διοίκησις του συλλόγου εξέλεξε πρόεδρον. (394, 1776, 569, 1794)
article-divider (972, 1767, 1146, 1768)
article (972, 923, 1146, 1041)
article-headline: ΕΛΗΦΘΗΣΑΝ ΑΠΟΦΑΣΕΙΣ ΕΠΙ ΤΟΥ ΘΕΜΑΤΟΣ ΤΗΣ ΠΡΙΜΟΔΟΤΗΣΕΩΣ ΤΩΝ ΧΥΠΡΙΚΩΝ ΚΑΠΝΩΝ (401, 2, 563, 58)
article (1158, 1214, 1561, 1315)
article-body: ΑΘΗΝΑΙ, 2.— Ο υπουργός εμπορικής ναυτιλίας ανεκοίνωσεν ότι οι ναυτολογημένοι εις ελληνικά σκάφη υπό ξένας σημαίας θα ασφαλίζονται εις το ΝΑΤ. (972, 60, 1146, 94)
article-body: ΑΘΗΝΑΙ, 2.— Ο υπουργός εξωτερικών ανεχώρησε δια την Νέαν Υόρκην. Ο υφυπουργός Εμπορίου εδέχθη αντιπροσωπείαν εμπόρων. (582, 1106, 959, 1123)
article-divider (394, 1087, 569, 1088)
article-body-continued: Το βιοτεχνικόν επιμελητήριον Θεσσαλονίκης απέστειλεν υπόμνημα προς τον υπουργόν Βιομηχανίας δια την ρύθμισιν των βασικών αιτημάτων. Το βιοτεχνικόν επιμελητήριον Θεσσαλονίκης απέστειλεν υπόμνημα προς τον υπουργόν Βιομηχανίας δια την ρύθμισιν των βασικών αιτημάτων. Το βιοτεχνικόν επιμελητήριον Θεσσαλονίκης απέστειλεν υπόμνημα προς τον υπουργόν Βιομηχανίας δια την ρύθμισιν των βασικών αιτημάτων. (394, 837, 569, 922)
article-body: ΛΙΣΣΑΒΩΝ, 2. (Ρώυτερ).— Καθολική οργάνωσις επικρίνει την πορτογαλικήν πολιτικήν. (1158, 837, 1474, 847)
article-divider (394, 1646, 569, 1647)
article-body: ΒΟΥΚΟΥΡΕΣΤΙΟΝ, 2. (Τας).— Ο ρουμανικός τύπος ασχολείται δια μακρών με την επέτειον. (1158, 1165, 1489, 1175)
article-headline: 316,50 ΔΡΧ. Η ΧΡΥΣΗ ΛΙΡΑ ΕΙΣ ΤΗΝ ΘΕΣΣΑΛΟΝΙΚΗΝ ΚΑΙ 315,20 ΔΡΧ. ΕΙΣ ΑΘΗΝΑΣ (401, 335, 563, 391)
article-headline: ΠΟΙΩΝ ΕΙΔΩΝ ΣΥΣΚΕΥΑΣΙΑ ΕΙΝΑΙ ΑΠΑΡΑΙΤΗΤΟΣ ΔΙΑ ΤΗΝ ΕΙΣΑΓΩΓΗΝ (974, 1049, 1144, 1091)
article-body-continued: ΚΑΤΕΡΙΝΗ, 2.— Διαμαρτύρονται οι κάτοικοι δια την μεταφοράν υπηρεσίας εκ της πόλεως Κατερίνης. ΚΑΤΕΡΙΝΗ, 2.— Διαμαρτύρονται οι κάτοικοι δια την μεταφοράν υπηρεσίας εκ της πόλεως Κατερίνης. ΚΑΤΕΡΙΝΗ, 2.— Διαμαρτύρονται οι κάτοικοι δια την μεταφοράν υπηρεσίας εκ της πόλεως Κατερίνης. (394, 1152, 569, 1213)
article-headline: ΒΙΟΜΗΧΑΝΟΙ ΠΡΟΤΕΙΝΟΥΝ ΝΑ ΣΥΝΤΟΜΕΥΘΗ Ο ΧΡΟΝΟΣ ΤΗΣ ΛΕΙΤΟΥΡΓΙΑΣ ΤΗΣ ΕΚΘΕΣΕΩΣ (633, 243, 908, 303)
article-divider (972, 914, 1146, 915)
article-body-continued: ΑΘΗΝΑΙ, 2.— Εκ του εν Αθήναις γραφείου του κ. Καραμανλή ανακοινούται ότι ούτος δεν αναχωρεί δια τας Ηνωμένας Πολιτείας. ΑΘΗΝΑΙ, 2.— Εκ του εν Αθήναις γραφείου του κ. Καραμανλή ανακοινούται ότι ούτος δεν αναχωρεί δια τας Ηνωμένας Πολιτείας. ΑΘΗΝΑΙ, 2.— Εκ του εν Αθήναις γραφείου του κ. Καραμανλή ανακοινούται ότι ούτος δεν αναχωρεί δια τας Ηνωμένας Πολιτείας. (394, 245, 569, 322)
article-body-continued: ΚΑΤΕΡΙΝΗ, 2.— Υπό των καπνεμπόρων της Κατερίνης διαμαρτυρία δια τας συλλήψεις. ΚΑΤΕΡΙΝΗ, 2.— Υπό των καπνεμπόρων της Κατερίνης διαμαρτυρία δια τας συλλήψεις. ΚΑΤΕΡΙΝΗ, 2.— Υπό των καπνεμπόρων της Κατερίνης διαμαρτυρία δια τας συλλήψεις. (972, 857, 1146, 909)
article-headline: Η ΣΟΒ. ΕΝΩΣΙΣ ΚΑΤΑ ΤΑΣ ΗΝΩΜ. ΠΟΛΙΤΕΙΑΣ ΠΑΡΑΒΙΑΖΕΙ ΤΗΝ ΜΕΤΑΞΥ ΤΩΝ ΔΥΟ ΧΩΡΩΝ ΥΠΟΓΡΑΦΕΙΣΑΝ ΜΟΡΦΩΤΙΚΗΝ ΣΥΜΦΩΝΙΑΝ (1163, 100, 1556, 159)
article-headline: ΣΧΟΛΙΑ ΤΗΣ «ΠΡΑΒΔΑ» (1255, 343, 1464, 365)
article-body: ΒΕΡΟΙΑ, 2.— Ο δήμαρχος Βεροίας ανεκοίνωσεν ότι συντόμως θα αρχίσουν τα έργα της ηλεκτροφωτίσεως των συνοικισμών της πόλεως. (7, 1317, 381, 1336)
article (394, 1097, 569, 1217)
article-body: ΚΑΤΕΡΙΝΗ, 2.— Υπό των καπνεμπόρων της Κατερίνης διαμαρτυρία δια τας συλλήψεις. (972, 840, 1146, 859)
article-body-continued: ΑΘΗΝΑΙ, 2.— Ο σύλλογος μηχανικών ελευθέρων επαγγελματιών συνήλθε εις γενικήν συνέλευσιν. ΑΘΗΝΑΙ, 2.— Ο σύλλογος μηχανικών ελευθέρων επαγγελματιών συνήλθε εις γενικήν συνέλευσιν. ΑΘΗΝΑΙ, 2.— Ο σύλλογος μηχανικών ελευθέρων επαγγελματιών συνήλθε εις γενικήν συνέλευσιν. (394, 1919, 569, 1980)
article-body: ΑΘΗΝΑΙ, 2.— Γενομένων αρχαιρεσιών εις την παιδιατρικήν εταιρείαν εξελέγη νέον διοικητικόν συμβούλιον. (394, 2102, 569, 2128)
article-divider (972, 1393, 1146, 1394)
article-body-continued: Υπό του συνόλου απολυθέντων ανέκ του στρατού συνεστήθη σωματείον. Ο δήμος Θεσσαλονίκης ανακοινώνει τα ωράρια των καταστημάτων. Υπό του συνόλου απολυθέντων ανέκ του στρατού συνεστήθη σωματείον. Ο δήμος Θεσσαλονίκης ανακοινώνει τα ωράρια των καταστημάτων. Υπό του συνόλου απολυθέντων ανέκ του στρατού συνεστήθη σωματείον. Ο δήμος Θεσσαλονίκης ανακοινώνει τα ωράρια των καταστημάτων. (582, 1211, 959, 1254)
article-divider (972, 656, 1146, 657)
column-5 (1153, 0, 1566, 2279)
article-divider (1158, 1421, 1561, 1422)
article-body: Οι αυτοκινητισταί των αγόνων γραμμών ζητούν διευκολύνσεις εκ μέρους του υπουργείου συγκοινωνιών. (972, 557, 1146, 583)
article (394, 3, 569, 168)
column-3 (577, 0, 964, 2377)
article-divider (972, 1667, 1146, 1668)
article (1158, 101, 1561, 226)
article-headline: ΑΠΟ ΤΟ ΑΜΥΝΤΑΙΟΝ (416, 1993, 547, 2008)
article-divider (1158, 1205, 1561, 1206)
article-body-continued: ΑΘΗΝΑΙ, 2.— Δι' αποφάσεως του υπουργείου Εμπορίου καθορίζεται η συσκευασία ειδών εισαγωγής. ΑΘΗΝΑΙ, 2.— Δι' αποφάσεως του υπουργείου Εμπορίου καθορίζεται η συσκευασία ειδών εισαγωγής. ΑΘΗΝΑΙ, 2.— Δι' αποφάσεως του υπουργείου Εμπορίου καθορίζεται η συσκευασία ειδών εισαγωγής. (972, 1118, 1146, 1178)
article (394, 1517, 569, 1647)
article (972, 514, 1146, 657)
article (582, 423, 959, 560)
article-divider (1158, 407, 1561, 408)
article-body-continued: ΣΙΔΗΡΟΚΑΣΤΡΟΝ, 2.— Αφίχθη ο νομάρχης Σερρών κ. Πατέρας, όστις επεθεώρησε τα έργα εις την περιοχήν της πόλεως. ΣΙΔΗΡΟΚΑΣΤΡΟΝ, 2.— Αφίχθη ο νομάρχης Σερρών κ. Πατέρας, όστις επεθεώρησε τα έργα εις την περιοχήν της πόλεως. ΣΙΔΗΡΟΚΑΣΤΡΟΝ, 2.— Αφίχθη ο νομάρχης Σερρών κ. Πατέρας, όστις επεθεώρησε τα έργα εις την περιοχήν της πόλεως. ΣΙΔΗΡΟΚΑΣΤΡΟΝ, 2.— Αφίχθη ο νομάρχης Σερρών κ. Πατέρας, όστις επεθεώρησε τα έργα εις την περιοχήν της πόλεως. (7, 1238, 381, 1281)
article-divider (582, 120, 959, 121)
article-headline: Ο Κ. ΣΤΕΦΑΝΟΠΟΥΛΟΣ ΘΑ ΔΕΧΘΗ ΠΟΛΙΤΑΣ (398, 1515, 565, 1545)
column-1 (2, 0, 386, 2377)
article-body-continued: ΑΘΗΝΑΙ, 2.— Το σύστημα αποκεντρώσεως εφαρμόζεται εις τας υπηρεσίας της Αγροτικής Τραπέζης της Ελλάδος κατόπιν αποφάσεως του διοικητικού συμβουλίου. ΑΘΗΝΑΙ, 2.— Το σύστημα αποκεντρώσεως εφαρμόζεται εις τας υπηρεσίας της Αγροτικής Τραπέζης της Ελλάδος κατόπιν αποφάσεως του διοικητικού συμβουλίου. ΑΘΗΝΑΙ, 2.— Το σύστημα αποκεντρώσεως εφαρμόζεται εις τας υπηρεσίας της Αγροτικής Τραπέζης της Ελλάδος κατόπιν αποφάσεως του διοικητικού συμβουλίου. ΑΘΗΝΑΙ, 2.— Το σύστημα αποκεντρώσεως εφαρμόζεται εις τας υπηρεσίας της Αγροτικής Τραπέζης της Ελλάδος κατόπιν αποφάσεως του διοικητικού συμβουλίου. (7, 950, 381, 1011)
article-divider (7, 1190, 381, 1191)
article-divider (582, 1330, 959, 1331)
article (582, 3, 959, 121)
article-body-continued: ΑΘΗΝΑΙ, 2.— Κατά την εβδομαδιαίαν συνεστίασιν του ομίλου Ροταριανών ωμίλησεν ο νομικός σύμβουλος περί των φορολογικών δικαστηρίων και της λειτουργίας αυτών. ΑΘΗΝΑΙ, 2.— Κατά την εβδομαδιαίαν συνεστίασιν του ομίλου Ροταριανών ωμίλησεν ο νομικός σύμβουλος περί των φορολογικών δικαστηρίων και της λειτουργίας αυτών. ΑΘΗΝΑΙ, 2.— Κατά την εβδομαδιαίαν συνεστίασιν του ομίλου Ροταριανών ωμίλησεν ο νομικός σύμβουλος περί των φορολογικών δικαστηρίων και της λειτουργίας αυτών. ΑΘΗΝΑΙ, 2.— Κατά την εβδομαδιαίαν συνεστίασιν του ομίλου Ροταριανών ωμίλησεν ο νομικός σύμβουλος περί των φορολογικών δικαστηρίων και της λειτουργίας αυτών. (7, 790, 381, 859)
article-headline: ΑΠΕΡΓΟΥΝ ΣΠΟΥΔΑΣΤΡΙΑΙ ΤΗΣ ΣΧΟΛΗΣ ΝΗΠΙΑΓΩΓΩΝ ΔΙΟΤΙ ΙΔΡΥΟΝΤΑΙ ΝΕΑ ΤΜΗΜΑΤΑ ΕΙΣ ΑΚΑΔΗΜΙΑΣ (593, 568, 949, 626)
article-divider (582, 1163, 959, 1164)
article-headline: ΒΙΟΜΗΧΑΝΟΙ ΖΗΤΟΥΝ ΠΑΡΕΜΒΑΣΙΝ ΤΗΣ ΚΥΒΕΡΝΗΣΕΩΣ ΔΙΑ ΝΑ ΤΥΓΧΑΝΟΥΝ ΙΣΗΣ ΜΕΤΑΧΕΙΡΙΣΕΩΣ ΜΕ ΤΑΣ ΕΠΙΧΕΙΡΗΣΕΙΣ ΓΕΩΡΓΙΚΩΝ ΣΥΝΕΤΑΙΡΙΣΜΩΝ (588, 422, 954, 501)
article-headline: ΔΕΝ ΑΝΑΧΩΡΕΙ ΕΙΣ ΗΝΩΜ. ΠΟΛΙΤΕΙΑΣ Ο Κ. ΚΑΡΑΜΑΝΛΗΣ (398, 175, 565, 218)
article-divider (972, 1040, 1146, 1041)
article (582, 939, 959, 1075)
article-body: ΜΟΣΧΑ, 2. (Υπηρ.).— Κατά γενικήν ομολογίαν η Ρωσσία αντιμετωπίζει επιτυχώς το σιταρικόν ζήτημα. (1158, 637, 1530, 647)
article-body: ΤΟΚΙΟ, 2. (Ασ. Πρέσ).— Κινέζος καμπούρης κατέστη ευθυτενής κατόπιν χειρουργικής επεμβάσεως. (1158, 1274, 1515, 1284)
article (972, 1298, 1146, 1394)
article-headline: Ο ΔΙΟΙΚΗΤΗΣ ΤΗΣ ΑΤΕ ΠΑΡΑΚΟΛΟΥΘΕΙ ΠΡΟΣΩΠΙΚΩΣ ΤΗΝ ΧΟΡΗΓΗΣΙΝ ΔΑΝΕΙΩΝ ΕΙΣ ΒΑΜΒΑΚΟΠΑΡΑΓΩΓΟΥΣ (589, 811, 953, 870)
article-divider (972, 352, 1146, 353)
article-headline: ΤΟ ΣΥΣΤΗΜΑ ΑΠΟΚΕΝΤΡΩΣΕΩΣ ΕΦΑΡΜΟΖΕΤΑΙ ΕΙΣ ΤΑΣ ΥΠΗΡΕΣΙΑΣ ΤΗΣ ΑΓΡΟΤΙΚΗΣ ΤΡΑΠΕΖΗΣ (19, 872, 369, 932)
article (972, 1194, 1146, 1290)
article (394, 569, 569, 751)
article (7, 714, 381, 865)
article (972, 1611, 1146, 1668)
article-divider (7, 704, 381, 705)
article-divider (582, 559, 959, 560)
article (7, 1297, 381, 1393)
article-body: Αντιπρόσωπός του ηλεκτρομηχανικού συνεργείου ενεχείρησε μήνυσιν κατ' αγνώστων. (972, 966, 1146, 985)
article (7, 226, 381, 377)
article-headline: ΖΗΤΟΥΝ ΚΑΘΙΕΡΩΣΙΝ ΕΜΠΟΡΙΚΟΥ 5ΘΗΜΕΡΟΥ (617, 315, 924, 356)
article-body-continued: ΑΘΗΝΑΙ, 2.— Εγκρίθη δι' αποφάσεως η ίδρυσις εργοστασίου. ΑΘΗΝΑΙ, 2.— Εγκρίθη δι' αποφάσεως η ίδρυσις εργοστασίου. ΑΘΗΝΑΙ, 2.— Εγκρίθη δι' αποφάσεως η ίδρυσις εργοστασίου. (972, 1554, 1146, 1597)
article-headline: Η ΕΛΙΖΑΒΕΤ ΕΔΕΧΘΗ ΤΟΝ ΣΟΥΛΔΑΝΟΝ ΓΑΛΑΝΤΙ (1184, 686, 1536, 726)
article (582, 813, 959, 930)
article-body: ΑΘΗΝΑΙ, 2.— Το υπουργείον Γεωργίας ενέκρινε την εισαγωγήν βοοειδών. (972, 1327, 1146, 1346)
article-body: Εις συνέλευσιν των μελών του συνδικάτου οικοδόμων συνεζητήθησαν τα τρέχοντα ζητήματα. (582, 1290, 921, 1300)
article-body: ΑΘΗΝΑΙ, 2.— Κατά τας συνεδριάσεις της ΑΔΕΔΥ απεφασίσθη να επαναρθωθούν αι υπηρεσιακαί παραλείψεις των δημοσίων υπαλλήλων. (394, 626, 569, 661)
article (1158, 887, 1561, 988)
article-divider (1158, 986, 1561, 987)
article-body-continued: Αι χθεσιναί τιμαί των χρυσών νομισμάτων εις την αγοράν Θεσσαλονίκης: Αγγλίας 316,50 — Γαλλίας 281,00 — Ελβετίας 278,00 — Ιταλίας 277,00 — Μαρέγκο 281,00 — Τουρκίας 300,00. Εις τας Αθήνας: 315,20. Αι χθεσιναί τιμαί των χρυσών νομισμάτων εις την αγοράν Θεσσαλονίκης: Αγγλίας 316,50 — Γαλλίας 281,00 — Ελβετίας 278,00 — Ιταλίας 277,00 — Μαρέγκο 281,00 — Τουρκίας 300,00. Εις τας Αθήνας: 315,20. Αι χθεσιναί τιμαί των χρυσών νομισμάτων εις την αγοράν Θεσσαλονίκης: Αγγλίας 316,50 — Γαλλίας 281,00 — Ελβετίας 278,00 — Ιταλίας 277,00 — Μαρέγκο 281,00 — Τουρκίας 300,00. Εις τας Αθήνας: 315,20. (394, 435, 569, 555)
article-divider (394, 927, 569, 928)
article-divider (1158, 225, 1561, 226)
article-body: ΑΜΥΝΤΑΙΟΝ, 2.— Επισκέφθη την πόλιν ο νομάρχης Φλωρίνης. (394, 2010, 569, 2028)
article-headline: ΔΙΑΚΟΠΗ ΤΗΣ ΡΕΥΣΕΩΣ ΕΙΣ ΤΗΝ ΚΑΤΟΡΙΑΝ (972, 1401, 1146, 1430)
column-2 (389, 0, 574, 2377)
article-body: ΜΠΑΓΚΟΚ, 2. (Ρώυτερ).— Δύο Γάλλοι κατεδικάσθησαν εις πολυετή φυλάκισιν. (1158, 1056, 1446, 1065)
article (394, 1995, 569, 2077)
article (7, 386, 381, 554)
article (582, 1268, 959, 1331)
article-divider (972, 504, 1146, 505)
article (394, 1656, 569, 1752)
article-body: ΑΘΗΝΑΙ, 2.— Περί τινων ζητημάτων αφορώντων εις τας βιομηχανικάς επιχειρήσεις συνεζήτησαν οι βιομήχανοι μετά του υπουργού. (582, 502, 959, 520)
article (582, 1084, 959, 1164)
article (582, 245, 959, 308)
article-body: Το βιοτεχνικόν επιμελητήριον Θεσσαλονίκης απέστειλεν υπόμνημα προς τον υπουργόν Βιομηχανίας δια την ρύθμισιν των βασικών αιτημάτων. (394, 803, 569, 838)
article-divider (394, 1217, 569, 1218)
article (1158, 345, 1561, 408)
article-body: ΛΟΝΔΙΝΟΝ, 2. (Ρώυτερ).— Η βασίλισσα της Αγγλίας Ελισάβετ εδέχθη τον Σουλδάνον. (1158, 728, 1472, 738)
article-divider (972, 774, 1146, 775)
article-headline: Ο ΒΑΣΙΛΕΥΣ ΑΠΩΛΕΣΕΝ ΕΙΣ ΛΟΝΔΙΝΟΝ ΤΟΝ ΣΟΦΦΕΡ ΤΟΥ ΚΑΙ ΗΝΑΓΚΑΣΘΗ ΝΑ ΧΡΗΣΙΜΟΠΟΙΗΣΗ ΛΕΩΦΟΡΕΙΟΝ (1163, 415, 1556, 474)
article-body: ΣΙΔΗΡΟΚΑΣΤΡΟΝ, 2.— Αφίχθη ο νομάρχης Σερρών κ. Πατέρας, όστις επεθεώρησε τα έργα εις την περιοχήν της πόλεως. (7, 1221, 381, 1239)
article-body-continued: ΑΘΗΝΑΙ, 2.— Δια την αλευροποίησιν καθορίζεται η τιμή του σίτου. ΑΘΗΝΑΙ, 2.— Δια την αλευροποίησιν καθορίζεται η τιμή του σίτου. ΑΘΗΝΑΙ, 2.— Δια την αλευροποίησιν καθορίζεται η τιμή του σίτου. (972, 1240, 1146, 1283)
article-divider (7, 1157, 381, 1158)
article-divider (7, 217, 381, 218)
article (972, 1777, 1146, 1859)
article-body: ΜΟΣΧΑ, 2. (Ασ. Πρέσ).— Αι Ηνωμέναι Πολιτείαι κατηγορούν την Σοβιετικήν Ένωσιν ότι παραβιάζει την μεταξύ των δύο χωρών υπογραφείσαν μορφωτικήν συμφωνίαν. (1158, 161, 1561, 178)
article (972, 3, 1146, 193)
article-divider (7, 1287, 381, 1288)
article-headline: ΑΠΟ ΤΟ ΣΙΔΗΡΟΚΑΣΤΡΟΝ (78, 1198, 310, 1219)
article-divider (582, 1074, 959, 1075)
article (1158, 687, 1561, 768)
article-body: ΑΘΗΝΑΙ, 2.— Δια την αλευροποίησιν καθορίζεται η τιμή του σίτου. (972, 1223, 1146, 1241)
article-body: ΑΘΗΝΑΙ, 2.— Κατήρχισαν απεργίαν αι σπουδάστριαι της σχολής νηπιαγωγών. (582, 628, 866, 638)
article-divider (972, 1602, 1146, 1603)
article-body: ΛΟΝΔΙΝΟΝ, 2. (Ασ. Πρέσ).— Ο βασιλεύς απώλεσεν εις το Λονδίνον τον σωφέρ του. (1158, 475, 1460, 485)
article (394, 176, 569, 327)
article (7, 1025, 381, 1158)
article-body: ΝΑΙΡΟΜΠΙ, 2. (Ρώυτερ).— Ο πρωθυπουργός της Κένυας διαψεύδει ότι η χώρα θα καταστή μονοκομματικόν κράτος. (1158, 1364, 1561, 1383)
article-body: ΜΟΣΧΑ, 2. (Ρώυτερ).— Η σοβιετική εφημερίς Πράβδα σχολιάζει τας εξελίξεις. (1158, 367, 1442, 376)
article-body-continued: ΑΘΗΝΑΙ, 2.— Κατήρχισαν απεργίαν αι σπουδάστριαι της σχολής νηπιαγωγών. ΑΘΗΝΑΙ, 2.— Κατήρχισαν απεργίαν αι σπουδάστριαι της σχολής νηπιαγωγών. ΑΘΗΝΑΙ, 2.— Κατήρχισαν απεργίαν αι σπουδάστριαι της σχολής νηπιαγωγών. (582, 636, 959, 663)
article-headline: ΚΑΤΕΔΙΚΑΣΘΗΣΑΝ ΟΙ ΔΗΜΙΟΥΡΓΗΣΑΝΤΕΣ ΕΠΕΙΣΟΔΙΑ ΕΙΣ ΦΙΑΥΡΟΝ (405, 935, 559, 978)
article-headline: ΔΙΕΥΚΟΛΥΝΣΕΙΣ ΖΗΤΟΥΝ ΑΥΤΟΚΙΝΗΤΙΣΤΑΙ ΑΓΟΝΩΝ ΓΡΑΜΜΩΝ (977, 513, 1141, 555)
article-body-continued: ΑΘΗΝΑΙ, 2.— Ο πρωθυπουργός κ. Στεφανόπουλος θα δεχθή την ερχομένην Πέμπτην πολίτας εις το γραφείον του. ΑΘΗΝΑΙ, 2.— Ο πρωθυπουργός κ. Στεφανόπουλος θα δεχθή την ερχομένην Πέμπτην πολίτας εις το γραφείον του. ΑΘΗΝΑΙ, 2.— Ο πρωθυπουργός κ. Στεφανόπουλος θα δεχθή την ερχομένην Πέμπτην πολίτας εις το γραφείον του. (394, 1572, 569, 1641)
article-body-continued: Μέλη της διοικήσεως της ομοσπονδίας βιοτεχνικών σωματείων Θεσσαλονίκης επεσκέφθησαν τον υπουργόν δικαιοσύνης. Μέλη της διοικήσεως της ομοσπονδίας βιοτεχνικών σωματείων Θεσσαλονίκης επεσκέφθησαν τον υπουργόν δικαιοσύνης. Μέλη της διοικήσεως της ομοσπονδίας βιοτεχνικών σωματείων Θεσσαλονίκης επεσκέφθησαν τον υπουργόν δικαιοσύνης. (582, 79, 959, 115)
article-body-continued: ΝΑΙΡΟΜΠΙ, 2. (Ρώυτερ).— Ο πρωθυπουργός της Κένυας διαψεύδει ότι η χώρα θα καταστή μονοκομματικόν κράτος. ΝΑΙΡΟΜΠΙ, 2. (Ρώυτερ).— Ο πρωθυπουργός της Κένυας διαψεύδει ότι η χώρα θα καταστή μονοκομματικόν κράτος. ΝΑΙΡΟΜΠΙ, 2. (Ρώυτερ).— Ο πρωθυπουργός της Κένυας διαψεύδει ότι η χώρα θα καταστή μονοκομματικόν κράτος. (1158, 1381, 1561, 1416)
article (7, 1200, 381, 1288)
article-body: ΚΑΤΕΡΙΝΗ, 2.— Διαμαρτύρονται οι κάτοικοι δια την μεταφοράν υπηρεσίας εκ της πόλεως Κατερίνης. (394, 1126, 569, 1154)
article-body-continued: ΑΘΗΝΑΙ, 2.— Ανακοινούνται τα ονόματα των δοκίμων λιμενικών. ΑΘΗΝΑΙ, 2.— Ανακοινούνται τα ονόματα των δοκίμων λιμενικών. ΑΘΗΝΑΙ, 2.— Ανακοινούνται τα ονόματα των δοκίμων λιμενικών. (972, 1809, 1146, 1854)
article-body-continued: ΑΘΗΝΑΙ, 2.— Περί τινων ζητημάτων αφορώντων εις τας βιομηχανικάς επιχειρήσεις συνεζήτησαν οι βιομήχανοι μετά του υπουργού. ΑΘΗΝΑΙ, 2.— Περί τινων ζητημάτων αφορώντων εις τας βιομηχανικάς επιχειρήσεις συνεζήτησαν οι βιομήχανοι μετά του υπουργού. ΑΘΗΝΑΙ, 2.— Περί τινων ζητημάτων αφορώντων εις τας βιομηχανικάς επιχειρήσεις συνεζήτησαν οι βιομήχανοι μετά του υπουργού. (582, 519, 959, 554)
article-body-continued: ΒΟΥΚΟΥΡΕΣΤΙΟΝ, 2. (Τας).— Ο ρουμανικός τύπος ασχολείται δια μακρών με την επέτειον. ΒΟΥΚΟΥΡΕΣΤΙΟΝ, 2. (Τας).— Ο ρουμανικός τύπος ασχολείται δια μακρών με την επέτειον. ΒΟΥΚΟΥΡΕΣΤΙΟΝ, 2. (Τας).— Ο ρουμανικός τύπος ασχολείται δια μακρών με την επέτειον. (1158, 1173, 1561, 1200)
article-headline: ΝΕΑΙ ΠΡΟΑΓΩΓΑΙ ΑΞΙΩΜΑΤΙΚΩΝ ΤΟΥ ΣΤΡΑΤΟΥ ΟΛΩΝ ΤΩΝ ΟΠΛΩΝ ΚΑΙ ΟΛΩΝ ΤΩΝ ΣΩΜΑΤΩΝ (19, 384, 369, 444)
article (972, 1508, 1146, 1604)
article-body: ΑΘΗΝΑΙ, 2.— Δι' αποφάσεως του υπουργείου Εμπορίου καθορίζεται η συσκευασία ειδών εισαγωγής. (972, 1093, 1146, 1119)
article (1158, 235, 1561, 336)
article-body-continued: ΚΙΛΚΙΣ, 2.— Συνήλθον εις γενικήν συνέλευσιν οι διδάσκαλοι της περιφερείας. ΚΙΛΚΙΣ, 2.— Συνήλθον εις γενικήν συνέλευσιν οι διδάσκαλοι της περιφερείας. ΚΙΛΚΙΣ, 2.— Συνήλθον εις γενικήν συνέλευσιν οι διδάσκαλοι της περιφερείας. (972, 1710, 1146, 1762)
article-headline: ΜΙΚΡΑΙ ΕΙΔΗΣΕΙΣ ΕΞ ΑΘΗΝΩΝ (639, 1082, 903, 1104)
article-body-continued: ΑΘΗΝΑΙ, 2.— Το υπουργείον Γεωργίας ενέκρινε την εισαγωγήν βοοειδών. ΑΘΗΝΑΙ, 2.— Το υπουργείον Γεωργίας ενέκρινε την εισαγωγήν βοοειδών. ΑΘΗΝΑΙ, 2.— Το υπουργείον Γεωργίας ενέκρινε την εισαγωγήν βοοειδών. (972, 1345, 1146, 1388)
article-headline: ΕΝΕΚΡΙΘΗ ΚΑΙ ΕΔΗΜΟΣΙΕΥΘΗ Η ΣΥΜΒΑΣΙΣ ΔΙΑ ΤΟΥΣ ΕΡΓΟΛΑΒΟΥΣ ΠΑΛΛΗΛΟΥΣ ΘΕΣ/ΝΙΚΗΣ (40, 561, 348, 620)
article (394, 337, 569, 561)
article-headline: ΤΑΡΑΓΟΝΤΕΣ ΤΗΣ ΚΑΤΕΡΙΝΗΣ ΔΙΑΜΑΡΤΥΡΟΝΤΑΙ ΔΙΑ ΤΑΣ ΣΥΛΛΗΨΕΙΣ (975, 782, 1143, 838)
article-headline: ΤΟ ΙΠΤΑΜΕΝΟΝ ΠΡΟΣΩΠΙΚΟΝ ΤΗΣ «ΟΛΥΜΠΙΑΚΗΣ» ΖΗΤΕΙ ΤΗΝ ΑΝΑΠΡΟΣΑΡΜΟΓΗΝ ΤΟΥ ΜΙΣΘΟΛΟΓΙΟΥ ΤΟΥ (593, 937, 949, 1015)
article-divider (394, 167, 569, 168)
article-headline: Η ΠΑΙΔΙΑΤΡΙΚΗ ΕΤΑΙΡΕΙΑ (404, 2084, 560, 2100)
article-divider (7, 376, 381, 377)
article-headline: Ο ΣΥΛΛΟΓΟΣ ΜΗΧΑΝΙΚΩΝ ΕΛΕΥΘΕΡΩΝ ΕΠΑΓΓΕΛΜΑΤΙΩΝ (400, 1850, 564, 1892)
article-body-continued: ΜΟΣΧΑ, 2. (Ρώυτερ).— Η σοβιετική εφημερίς Πράβδα σχολιάζει τας εξελίξεις. ΜΟΣΧΑ, 2. (Ρώυτερ).— Η σοβιετική εφημερίς Πράβδα σχολιάζει τας εξελίξεις. ΜΟΣΧΑ, 2. (Ρώυτερ).— Η σοβιετική εφημερίς Πράβδα σχολιάζει τας εξελίξεις. (1158, 374, 1561, 401)
article-body-continued: ΑΘΗΝΑΙ, 2.— Υπό του αστυνομικού τμήματος συνελήφθησαν δύο νεαροί. ΑΘΗΝΑΙ, 2.— Υπό του αστυνομικού τμήματος συνελήφθησαν δύο νεαροί. ΑΘΗΝΑΙ, 2.— Υπό του αστυνομικού τμήματος συνελήφθησαν δύο νεαροί. (972, 725, 1146, 768)
article-headline: ΔΙΔΟΝΤΑΙ ΑΙ ΕΝΤΟΛΑΙ ΔΙΑ ΤΗΝ ΑΝΑΣΤΟΛΗΝ ΤΩΝ ΕΞΩΣΕΩΝ ΕΜΠΟΡΩΝ ΚΑΙ ΕΠΑΓΓΕΛΜΑΤΙΩΝ (595, 2, 947, 61)
article (1158, 996, 1561, 1097)
article-body-continued: ΑΘΗΝΑΙ, 2.— Εγνώσθη ότι το ιπτάμενον προσωπικόν της Ολυμπιακής ζητεί την αναπροσαρμογήν του μισθολογίου του. ΑΘΗΝΑΙ, 2.— Εγνώσθη ότι το ιπτάμενον προσωπικόν της Ολυμπιακής ζητεί την αναπροσαρμογήν του μισθολογίου του. ΑΘΗΝΑΙ, 2.— Εγνώσθη ότι το ιπτάμενον προσωπικόν της Ολυμπιακής ζητεί την αναπροσαρμογήν του μισθολογίου του. (582, 1034, 959, 1069)
article-body-continued: Επανήλθεν εις Αθήνας εκ του εξωτερικού ο διευθυντής κ. Ανδρονόπουλος. Επανήλθεν εις Αθήνας εκ του εξωτερικού ο διευθυντής κ. Ανδρονόπουλος. Επανήλθεν εις Αθήνας εκ του εξωτερικού ο διευθυντής κ. Ανδρονόπουλος. (394, 1702, 569, 1745)
article (582, 1172, 959, 1261)
article-body-continued: Εις συνέλευσιν των μελών του συνδικάτου οικοδόμων συνεζητήθησαν τα τρέχοντα ζητήματα. Εις συνέλευσιν των μελών του συνδικάτου οικοδόμων συνεζητήθησαν τα τρέχοντα ζητήματα. Εις συνέλευσιν των μελών του συνδικάτου οικοδόμων συνεζητήθησαν τα τρέχοντα ζητήματα. (582, 1299, 959, 1325)
